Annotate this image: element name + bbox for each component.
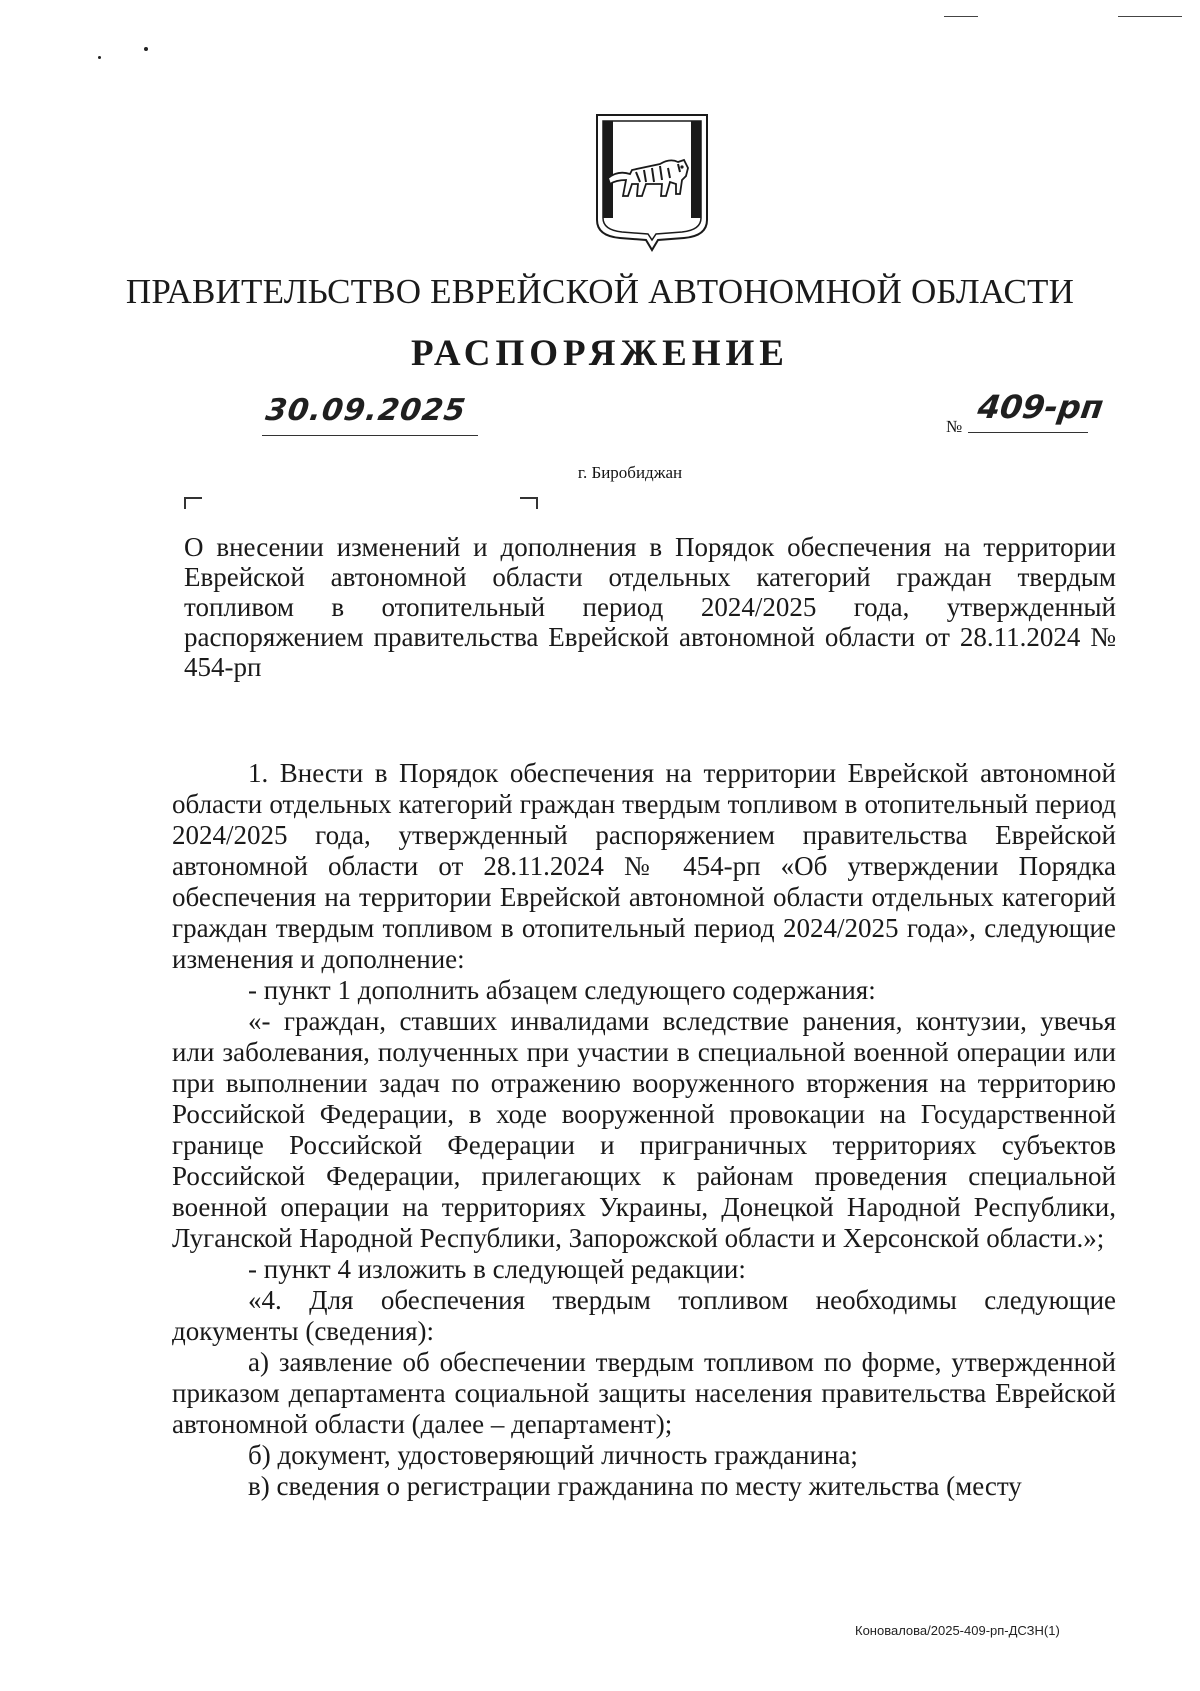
body-paragraph: в) сведения о регистрации гражданина по месту жительства (месту — [248, 1471, 1022, 1501]
body-paragraph: «- граждан, ставших инвалидами вследствие ранения, контузии, увечья или заболевания, полученных при участии в специальной военной операции или при выполнении задач по отражению вооруженного вторжения на территорию Российской Федерации, в ходе вооруженной провокации на Государственной границе Российской Федерации и приграничных территориях субъектов Российской Федерации, прилегающих к районам проведения специальной военной операции на территориях Украины, Донецкой Народной Республики, Луганской Народной Республики, Запорожской области и Херсонской области.»; — [172, 1006, 1116, 1253]
scan-edge-line — [1118, 16, 1182, 17]
document-date: 30.09.2025 — [263, 393, 469, 428]
body-paragraph: а) заявление об обеспечении твердым топливом по форме, утвержденной приказом департамента социальной защиты населения правительства Еврейской автономной области (далее – департамент); — [172, 1347, 1116, 1439]
document-type: РАСПОРЯЖЕНИЕ — [410, 333, 789, 374]
body-paragraph: - пункт 1 дополнить абзацем следующего содержания: — [248, 975, 876, 1005]
body-paragraph: б) документ, удостоверяющий личность гражданина; — [248, 1440, 858, 1470]
title-bracket-right — [520, 497, 538, 509]
number-label: № — [946, 417, 963, 436]
body-paragraph: - пункт 4 изложить в следующей редакции: — [248, 1254, 746, 1284]
tiger-coat-of-arms-icon — [594, 112, 710, 252]
scan-speck — [98, 56, 101, 59]
government-name: ПРАВИТЕЛЬСТВО ЕВРЕЙСКОЙ АВТОНОМНОЙ ОБЛАСТИ — [125, 272, 1075, 311]
document-body — [172, 758, 1116, 1502]
title-bracket-left — [184, 497, 202, 509]
number-underline — [968, 432, 1088, 433]
document-title: О внесении изменений и дополнения в Порядок обеспечения на территории Еврейской автономной области отдельных категорий граждан твердым топливом в отопительный период 2024/2025 года, утвержденный распоряжением правительства Еврейской автономной области от 28.11.2024 № 454-рп — [184, 532, 1116, 682]
document-number: 409-рп — [975, 388, 1106, 426]
scan-speck — [144, 47, 148, 51]
scan-edge-line — [944, 16, 978, 17]
body-paragraph: «4. Для обеспечения твердым топливом необходимы следующие документы (сведения): — [172, 1285, 1116, 1346]
city-name: г. Биробиджан — [577, 463, 683, 482]
date-underline — [262, 435, 478, 436]
footer-code: Коновалова/2025-409-рп-ДСЗН(1) — [855, 1623, 1060, 1638]
body-paragraph: 1. Внести в Порядок обеспечения на территории Еврейской автономной области отдельных категорий граждан твердым топливом в отопительный период 2024/2025 года, утвержденный распоряжением правительства Еврейской автономной области от 28.11.2024 № 454-рп «Об утверждении Порядка обеспечения на территории Еврейской автономной области отдельных категорий граждан твердым топливом в отопительный период 2024/2025 года», следующие изменения и дополнение: — [172, 758, 1116, 974]
